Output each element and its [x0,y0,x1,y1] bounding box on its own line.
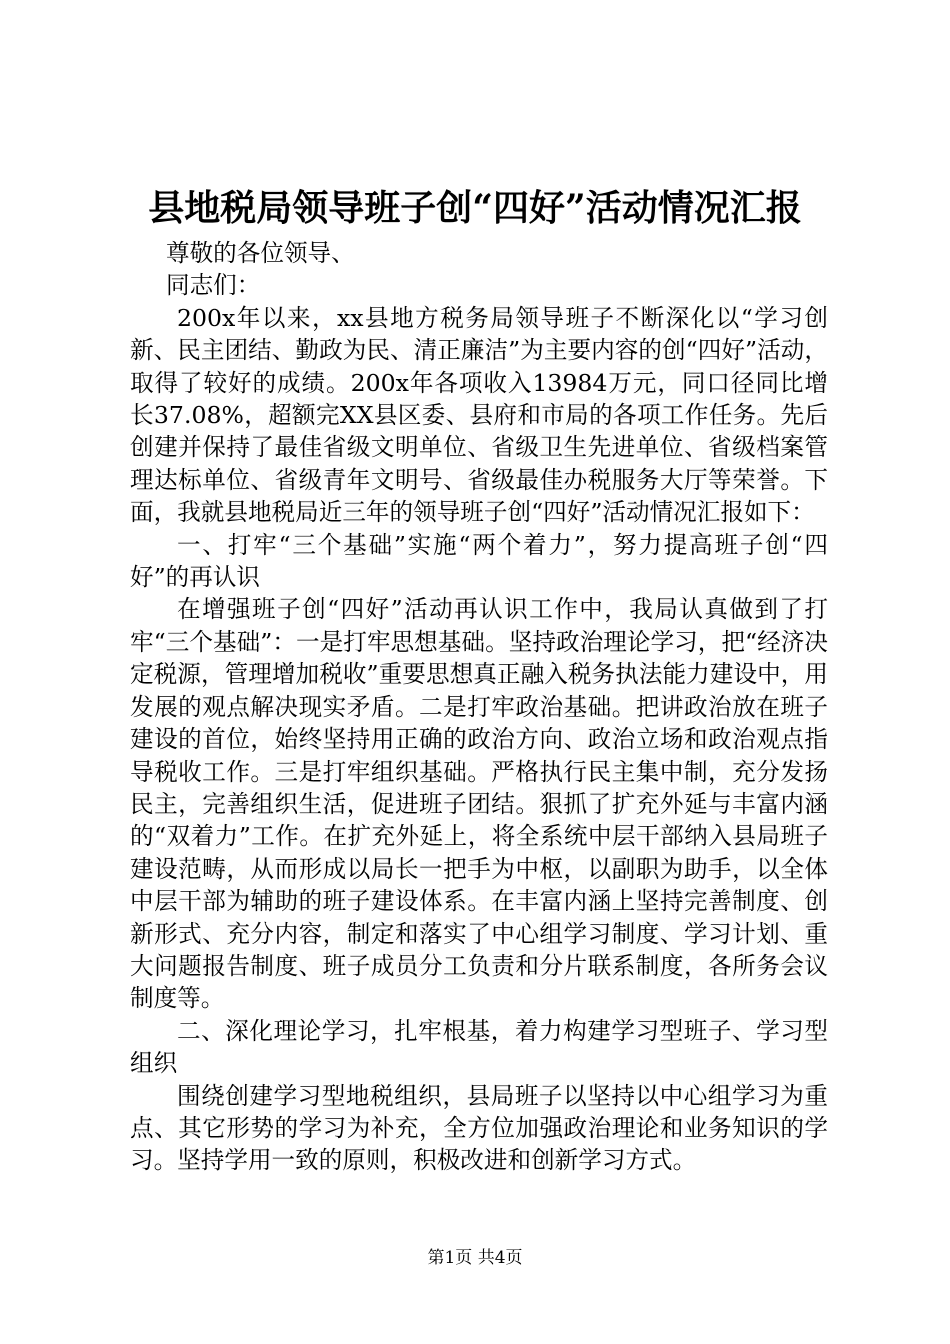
salutation-line-1: 尊敬的各位领导、 [166,239,355,267]
page-footer: 第1页 共4页 [427,1248,523,1268]
section-heading-2: 二、深化理论学习，扎牢根基，着力构建学习型班子、学习型组织 [130,1016,828,1078]
document-title: 县地税局领导班子创“四好”活动情况汇报 [148,187,802,229]
salutation-line-2: 同志们： [166,271,261,300]
section-heading-1: 一、打牢“三个基础”实施“两个着力”，努力提高班子创“四好”的再认识 [130,530,828,592]
paragraph-intro: 200x年以来，xx县地方税务局领导班子不断深化以“学习创新、民主团结、勤政为民、清正廉洁”为主要内容的创“四好”活动，取得了较好的成绩。200x年各项收入13984万元，同口径同比增长37.08%，超额完XX县区委、县府和市局的各项工作任务。先后创建并保持了最佳省级文明单位、省级卫生先进单位、省级档案管理达标单位、省级青年文明号、省级最佳办税服务大厅等荣誉。下面，我就县地税局近三年的领导班子创“四好”活动情况汇报如下： [130,303,828,527]
document-body [130,237,828,1177]
paragraph-section-1: 在增强班子创“四好”活动再认识工作中，我局认真做到了打牢“三个基础”：一是打牢思想基础。坚持政治理论学习，把“经济决定税源，管理增加税收”重要思想真正融入税务执法能力建设中，用发展的观点解决现实矛盾。二是打牢政治基础。把讲政治放在班子建设的首位，始终坚持用正确的政治方向、政治立场和政治观点指导税收工作。三是打牢组织基础。严格执行民主集中制，充分发扬民主，完善组织生活，促进班子团结。狠抓了扩充外延与丰富内涵的“双着力”工作。在扩充外延上，将全系统中层干部纳入县局班子建设范畴，从而形成以局长一把手为中枢，以副职为助手，以全体中层干部为辅助的班子建设体系。在丰富内涵上坚持完善制度、创新形式、充分内容，制定和落实了中心组学习制度、学习计划、重大问题报告制度、班子成员分工负责和分片联系制度，各所务会议制度等。 [130,595,828,1013]
paragraph-section-2: 围绕创建学习型地税组织，县局班子以坚持以中心组学习为重点、其它形势的学习为补充，全方位加强政治理论和业务知识的学习。坚持学用一致的原则，积极改进和创新学习方式。 [130,1081,828,1175]
